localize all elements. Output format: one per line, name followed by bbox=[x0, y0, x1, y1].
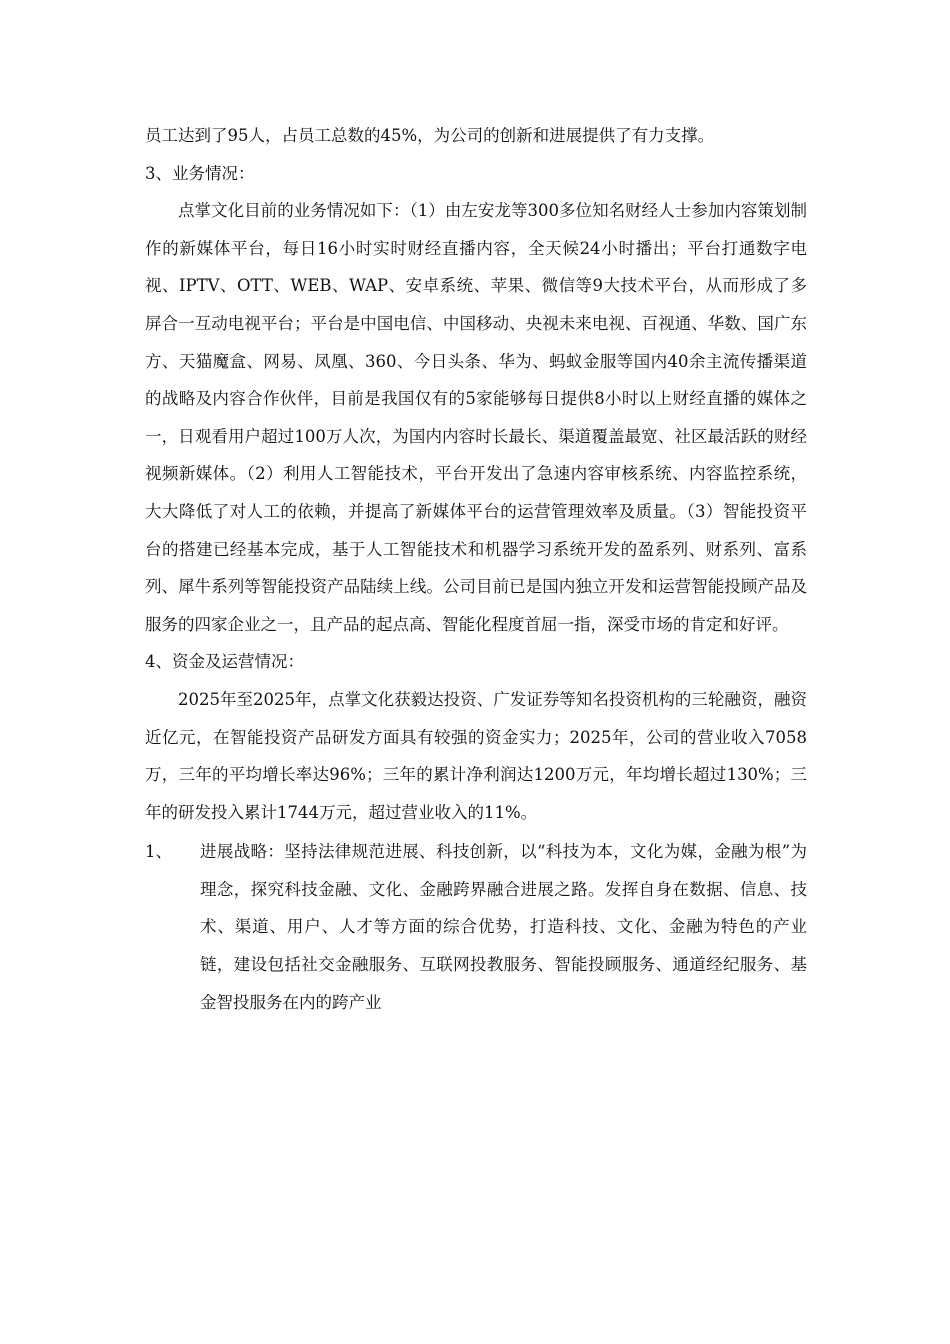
list-item-text: 进展战略：坚持法律规范进展、科技创新，以“科技为本，文化为媒，金融为根”为理念，探究科技金融、文化、金融跨界融合进展之路。发挥自身在数据、信息、技术、渠道、用户、人才等方面的综合优势，打造科技、文化、金融为特色的产业链，建设包括社交金融服务、互联网投教服务、智能投顾服务、通道经纪服务、基金智投服务在内的跨产业 bbox=[200, 842, 807, 1012]
paragraph-staff: 员工达到了95人，占员工总数的45%，为公司的创新和进展提供了有力支撑。 bbox=[145, 126, 715, 145]
paragraph-funding: 2025年至2025年，点掌文化获毅达投资、广发证券等知名投资机构的三轮融资，融资近亿元，在智能投资产品研发方面具有较强的资金实力；2025年，公司的营业收入7058万，三年的平均增长率达96%；三年的累计净利润达1200万元，年均增长超过130%；三年的研发投入累计1744万元，超过营业收入的11%。 bbox=[145, 689, 807, 822]
list-item-strategy bbox=[145, 833, 807, 1021]
document-body bbox=[145, 117, 807, 1021]
paragraph-business: 点掌文化目前的业务情况如下：（1）由左安龙等300多位知名财经人士参加内容策划制作的新媒体平台，每日16小时实时财经直播内容，全天候24小时播出；平台打通数字电视、IPTV、OTT、WEB、WAP、安卓系统、苹果、微信等9大技术平台，从而形成了多屏合一互动电视平台；平台是中国电信、中国移动、央视未来电视、百视通、华数、国广东方、天猫魔盒、网易、凤凰、360、今日头条、华为、蚂蚁金服等国内40余主流传播渠道的战略及内容合作伙伴，目前是我国仅有的5家能够每日提供8小时以上财经直播的媒体之一，日观看用户超过100万人次，为国内内容时长最长、渠道覆盖最宽、社区最活跃的财经视频新媒体。（2）利用人工智能技术，平台开发出了急速内容审核系统、内容监控系统，大大降低了对人工的依赖，并提高了新媒体平台的运营管理效率及质量。（3）智能投资平台的搭建已经基本完成，基于人工智能技术和机器学习系统开发的盈系列、财系列、富系列、犀牛系列等智能投资产品陆续上线。公司目前已是国内独立开发和运营智能投顾产品及服务的四家企业之一，且产品的起点高、智能化程度首屈一指，深受市场的肯定和好评。 bbox=[145, 201, 807, 634]
heading-funding: 4、资金及运营情况： bbox=[145, 652, 304, 672]
heading-business: 3、业务情况： bbox=[145, 163, 255, 183]
list-item-number: 1、 bbox=[145, 842, 172, 862]
